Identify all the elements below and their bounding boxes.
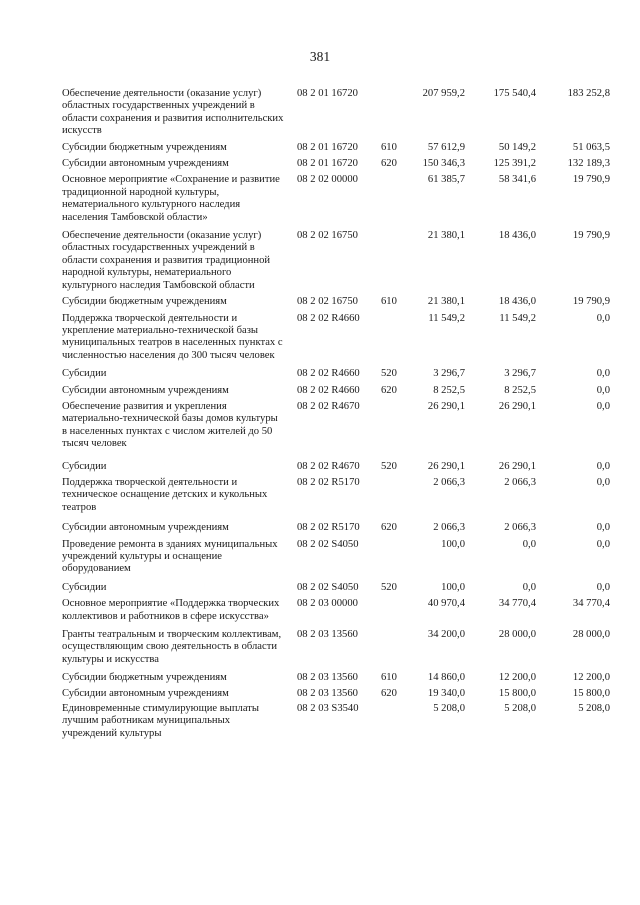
table-row [0, 461, 640, 473]
amount-year-1: 61 385,7 [427, 174, 465, 186]
table-row [0, 522, 640, 534]
amount-year-2: 11 549,2 [499, 312, 536, 324]
budget-classification-code: 08 2 03 S3540 [297, 703, 359, 715]
row-name: Гранты театральным и творческим коллективам, осуществляющим свою деятельность в области культуры и искусства [62, 629, 282, 665]
amount-year-1: 34 200,0 [427, 629, 465, 641]
budget-classification-code: 08 2 02 R4670 [297, 400, 360, 412]
budget-classification-code: 08 2 02 16750 [297, 230, 358, 242]
table-row [0, 174, 640, 224]
amount-year-1: 150 346,3 [422, 158, 465, 170]
amount-year-3: 34 770,4 [572, 598, 610, 610]
amount-year-1: 2 066,3 [433, 522, 465, 534]
row-name: Субсидии автономным учреждениям [62, 384, 229, 396]
budget-classification-code: 08 2 02 S4050 [297, 581, 359, 593]
amount-year-1: 11 549,2 [428, 312, 465, 324]
amount-year-2: 175 540,4 [493, 88, 536, 99]
budget-table [0, 88, 640, 740]
expense-type-code: 520 [381, 581, 397, 593]
expense-type-code: 520 [381, 368, 397, 380]
budget-classification-code: 08 2 02 R4660 [297, 384, 360, 396]
budget-classification-code: 08 2 02 R4660 [297, 312, 360, 324]
budget-classification-code: 08 2 01 16720 [297, 141, 358, 153]
amount-year-1: 21 380,1 [427, 296, 465, 308]
amount-year-2: 28 000,0 [498, 629, 536, 641]
row-name: Субсидии бюджетным учреждениям [62, 141, 227, 153]
budget-classification-code: 08 2 02 00000 [297, 174, 358, 186]
row-name: Субсидии [62, 368, 107, 380]
amount-year-3: 132 189,3 [567, 158, 610, 170]
table-row [0, 582, 640, 594]
amount-year-3: 0,0 [596, 538, 610, 550]
budget-classification-code: 08 2 03 13560 [297, 672, 358, 684]
table-row [0, 703, 640, 740]
budget-classification-code: 08 2 02 R4670 [297, 460, 360, 472]
row-name: Основное мероприятие «Поддержка творческих коллективов и работников в сфере искусства» [62, 598, 280, 622]
row-name: Проведение ремонта в зданиях муниципальных учреждений культуры и оснащение оборудованием [62, 538, 278, 575]
budget-classification-code: 08 2 03 13560 [297, 629, 358, 641]
table-row [0, 539, 640, 576]
expense-type-code: 610 [381, 672, 397, 684]
amount-year-3: 0,0 [596, 460, 610, 472]
row-name: Обеспечение деятельности (оказание услуг) областных государственных учреждений в области сохранения и развития традиционной народной культуры, нематериального культурного наследия Тамбовской области [62, 230, 271, 291]
amount-year-1: 57 612,9 [427, 141, 465, 153]
table-row [0, 313, 640, 363]
row-name: Единовременные стимулирующие выплаты лучшим работникам муниципальных учреждений культуры [62, 703, 259, 739]
amount-year-1: 26 290,1 [427, 400, 465, 412]
amount-year-3: 19 790,9 [572, 174, 610, 186]
budget-classification-code: 08 2 01 16720 [297, 158, 358, 170]
amount-year-2: 8 252,5 [504, 384, 536, 396]
amount-year-1: 21 380,1 [427, 230, 465, 242]
row-name: Субсидии [62, 581, 107, 593]
amount-year-2: 58 341,6 [498, 174, 536, 186]
amount-year-1: 26 290,1 [427, 460, 465, 472]
amount-year-3: 0,0 [596, 312, 610, 324]
row-name: Субсидии [62, 460, 107, 472]
amount-year-2: 50 149,2 [498, 141, 536, 153]
table-row [0, 158, 640, 170]
budget-classification-code: 08 2 02 R5170 [297, 476, 360, 488]
amount-year-2: 5 208,0 [504, 703, 536, 715]
amount-year-1: 207 959,2 [422, 88, 465, 99]
amount-year-1: 3 296,7 [433, 368, 465, 380]
table-row [0, 385, 640, 397]
amount-year-3: 51 063,5 [572, 141, 610, 153]
table-row [0, 401, 640, 451]
amount-year-1: 8 252,5 [433, 384, 465, 396]
row-name: Субсидии автономным учреждениям [62, 687, 229, 699]
amount-year-1: 100,0 [441, 538, 465, 550]
row-name: Субсидии автономным учреждениям [62, 522, 229, 534]
row-name: Субсидии автономным учреждениям [62, 158, 229, 170]
table-row [0, 230, 640, 292]
budget-classification-code: 08 2 02 R5170 [297, 522, 360, 534]
amount-year-2: 3 296,7 [504, 368, 536, 380]
amount-year-2: 2 066,3 [504, 476, 536, 488]
row-name: Основное мероприятие «Сохранение и развитие традиционной народной культуры, нематериального культурного наследия населения Тамбовской области» [62, 174, 280, 223]
amount-year-3: 0,0 [596, 400, 610, 412]
amount-year-1: 19 340,0 [427, 687, 465, 699]
row-name: Поддержка творческой деятельности и техническое оснащение детских и кукольных театров [62, 476, 268, 513]
budget-classification-code: 08 2 02 16750 [297, 296, 358, 308]
amount-year-3: 15 800,0 [572, 687, 610, 699]
amount-year-2: 125 391,2 [493, 158, 536, 170]
expense-type-code: 620 [381, 158, 397, 170]
budget-classification-code: 08 2 01 16720 [297, 88, 358, 99]
amount-year-2: 0,0 [522, 581, 536, 593]
amount-year-2: 18 436,0 [498, 296, 536, 308]
row-name: Субсидии бюджетным учреждениям [62, 296, 227, 308]
table-row [0, 598, 640, 623]
table-row [0, 88, 640, 138]
amount-year-1: 14 860,0 [427, 672, 465, 684]
table-row [0, 629, 640, 666]
table-row [0, 296, 640, 308]
amount-year-3: 0,0 [596, 476, 610, 488]
expense-type-code: 610 [381, 141, 397, 153]
amount-year-3: 5 208,0 [578, 703, 610, 715]
amount-year-2: 12 200,0 [498, 672, 536, 684]
table-row [0, 368, 640, 380]
amount-year-1: 5 208,0 [433, 703, 465, 715]
amount-year-1: 40 970,4 [427, 598, 465, 610]
expense-type-code: 610 [381, 296, 397, 308]
table-row [0, 142, 640, 154]
amount-year-3: 28 000,0 [572, 629, 610, 641]
row-name: Субсидии бюджетным учреждениям [62, 672, 227, 684]
amount-year-3: 0,0 [596, 384, 610, 396]
amount-year-2: 34 770,4 [498, 598, 536, 610]
amount-year-2: 18 436,0 [498, 230, 536, 242]
expense-type-code: 520 [381, 460, 397, 472]
expense-type-code: 620 [381, 687, 397, 699]
amount-year-2: 0,0 [522, 538, 536, 550]
budget-classification-code: 08 2 02 S4050 [297, 538, 359, 550]
amount-year-3: 183 252,8 [567, 88, 610, 99]
amount-year-3: 0,0 [596, 522, 610, 534]
amount-year-2: 26 290,1 [498, 400, 536, 412]
expense-type-code: 620 [381, 384, 397, 396]
amount-year-3: 19 790,9 [572, 296, 610, 308]
amount-year-3: 0,0 [596, 581, 610, 593]
budget-classification-code: 08 2 02 R4660 [297, 368, 360, 380]
row-name: Обеспечение развития и укрепления материально-технической базы домов культуры в населенных пунктах с числом жителей до 50 тысяч человек [62, 400, 278, 450]
amount-year-2: 15 800,0 [498, 687, 536, 699]
budget-classification-code: 08 2 03 00000 [297, 598, 358, 610]
amount-year-3: 19 790,9 [572, 230, 610, 242]
row-name: Обеспечение деятельности (оказание услуг) областных государственных учреждений в области сохранения и развития исполнительских искусств [62, 88, 284, 137]
table-row [0, 672, 640, 684]
expense-type-code: 620 [381, 522, 397, 534]
page-number: 381 [309, 49, 331, 64]
amount-year-2: 26 290,1 [498, 460, 536, 472]
amount-year-2: 2 066,3 [504, 522, 536, 534]
table-row [0, 688, 640, 700]
amount-year-1: 100,0 [441, 581, 465, 593]
amount-year-3: 12 200,0 [572, 672, 610, 684]
row-name: Поддержка творческой деятельности и укрепление материально-технической базы муниципальных театров в населенных пунктах с численностью населения до 300 тысяч человек [62, 312, 283, 361]
amount-year-3: 0,0 [596, 368, 610, 380]
table-row [0, 477, 640, 514]
amount-year-1: 2 066,3 [433, 476, 465, 488]
budget-classification-code: 08 2 03 13560 [297, 687, 358, 699]
